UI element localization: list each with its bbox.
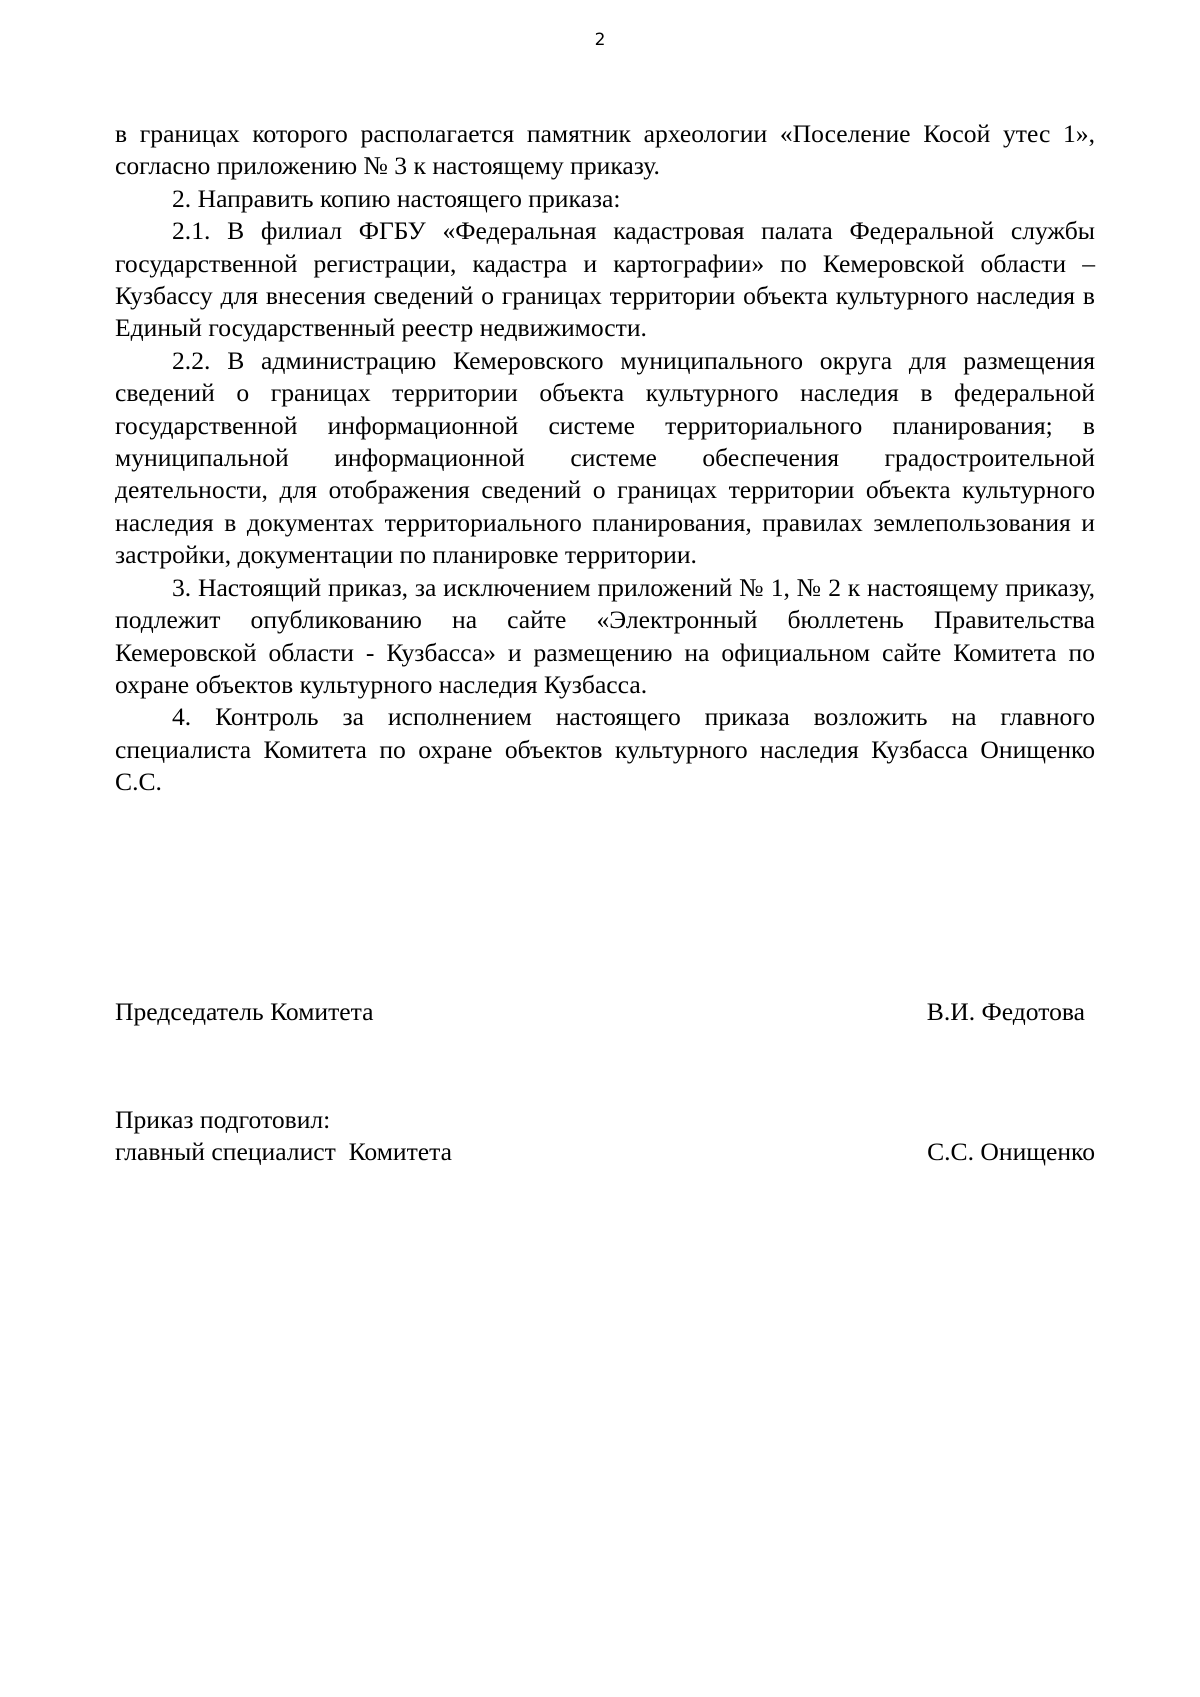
chairman-position: Председатель Комитета (115, 997, 374, 1026)
paragraph-item-2-1: 2.1. В филиал ФГБУ «Федеральная кадастровая палата Федеральной службы государственной регистрации, кадастра и картографии» по Кемеровской области – Кузбассу для внесения сведений о границах территории объекта культурного наследия в Единый государственный реестр недвижимости. (115, 216, 1095, 343)
paragraph-item-4: 4. Контроль за исполнением настоящего приказа возложить на главного специалиста Комитета по охране объектов культурного наследия Кузбасса Онищенко С.С. (115, 702, 1095, 797)
specialist-name: С.С. Онищенко (927, 1137, 1095, 1166)
order-body-text (115, 118, 1095, 799)
prepared-by-label: Приказ подготовил: (115, 1105, 331, 1134)
page-number: 2 (594, 30, 606, 50)
chairman-name: В.И. Федотова (926, 997, 1085, 1026)
paragraph-item-2: 2. Направить копию настоящего приказа: (172, 183, 621, 213)
specialist-signature-block (115, 1136, 1095, 1170)
specialist-position: главный специалист Комитета (115, 1137, 453, 1166)
chairman-signature-block (115, 996, 1095, 1030)
paragraph-item-3: 3. Настоящий приказ, за исключением приложений № 1, № 2 к настоящему приказу, подлежит опубликованию на сайте «Электронный бюллетень Правительства Кемеровской области - Кузбасса» и размещению на официальном сайте Комитета по охране объектов культурного наследия Кузбасса. (115, 572, 1095, 699)
paragraph-item-2-2: 2.2. В администрацию Кемеровского муниципального округа для размещения сведений о границах территории объекта культурного наследия в федеральной государственной информационной системе территориального планирования; в муниципальной информационной системе обеспечения градостроительной деятельности, для отображения сведений о границах территории объекта культурного наследия в документах территориального планирования, правилах землепользования и застройки, документации по планировке территории. (115, 345, 1095, 570)
paragraph-continuation: в границах которого располагается памятник археологии «Поселение Косой утес 1», согласно приложению № 3 к настоящему приказу. (115, 119, 1095, 181)
